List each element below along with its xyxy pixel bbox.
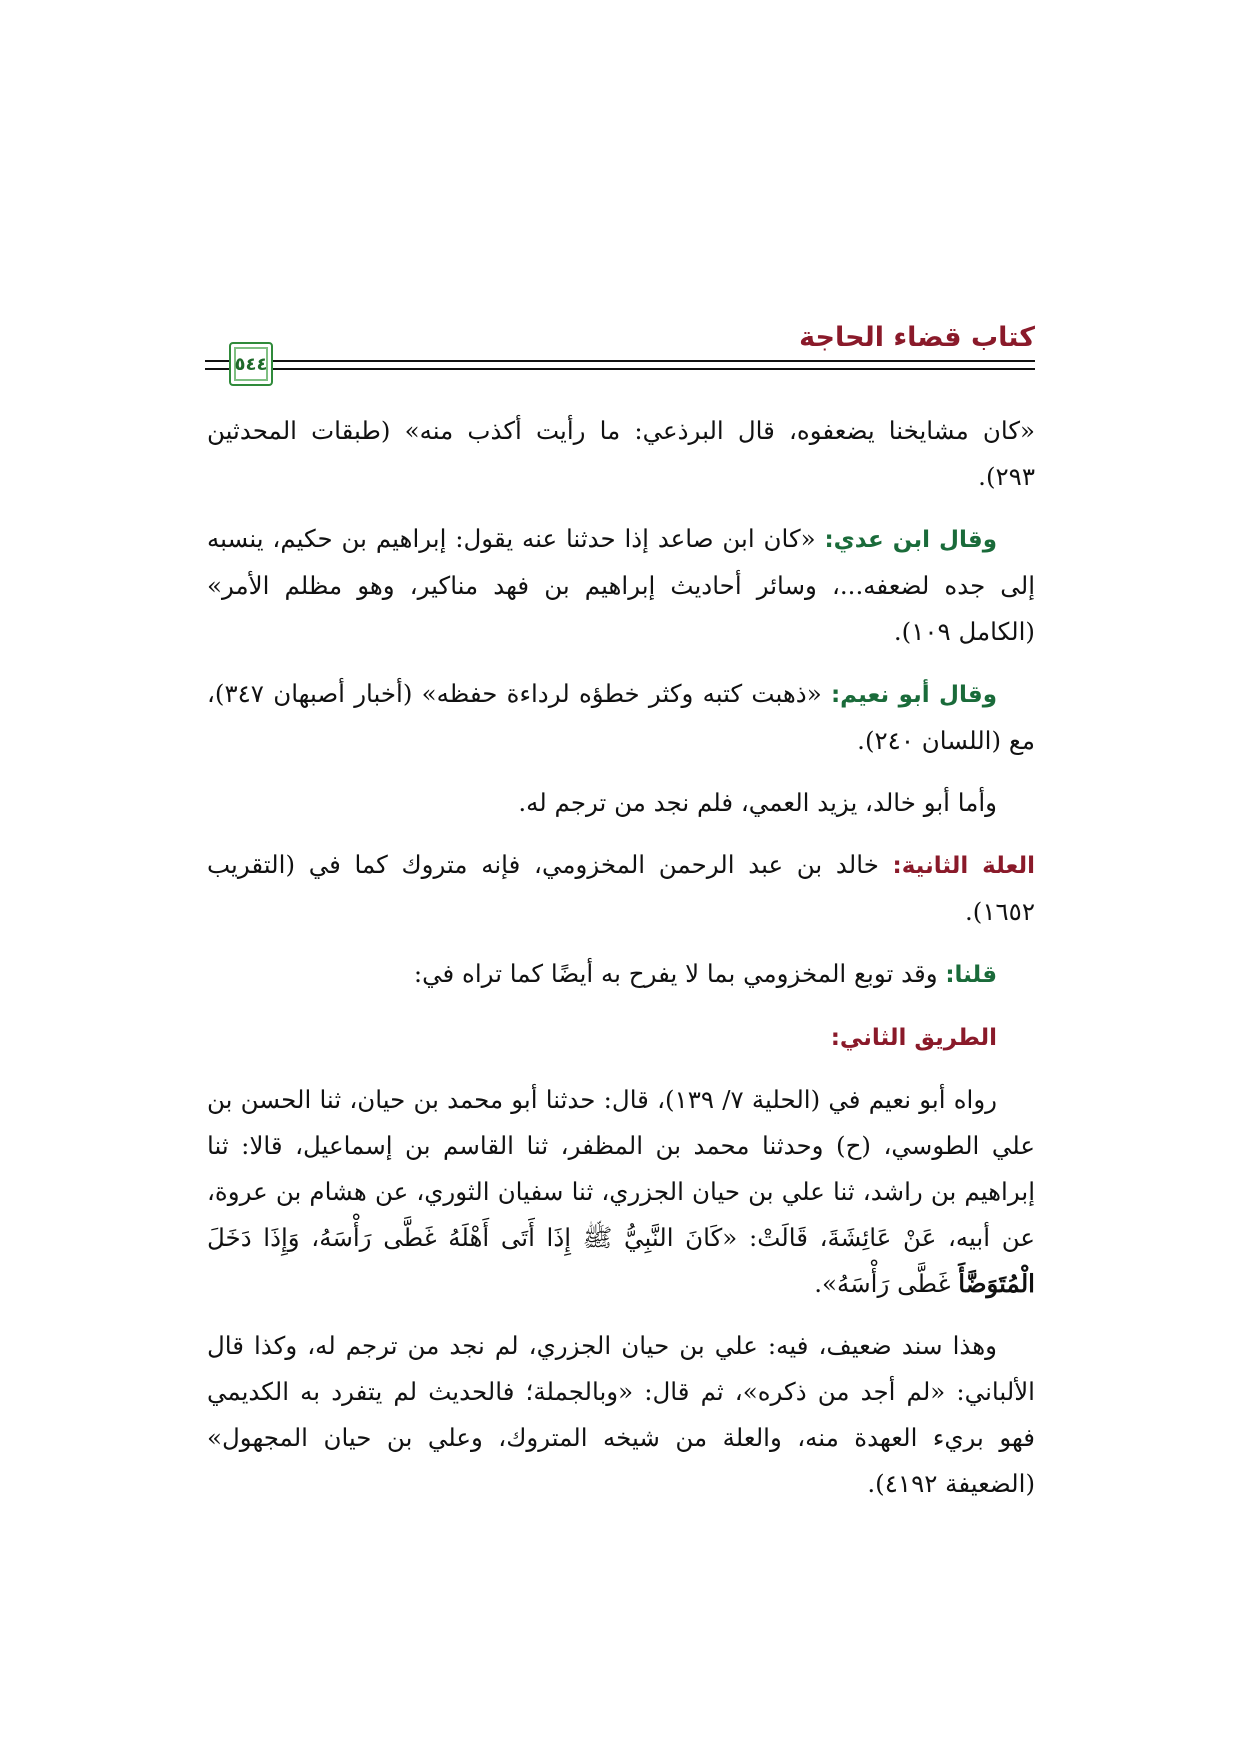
paragraph-text: «كان ابن صاعد إذا حدثنا عنه يقول: إبراهيم بن حكيم، ينسبه إلى جده لضعفه...، وسائر أحاديث إبراهيم بن فهد مناكير، وهو مظلم الأمر» (الكامل ١٠٩). <box>207 524 1035 646</box>
bold-word: الْمُتَوَضَّأَ <box>958 1269 1035 1298</box>
speaker-label-ibn-adi: وقال ابن عدي: <box>824 527 997 553</box>
paragraph-2 <box>207 516 1035 655</box>
speaker-label-abu-nuaim: وقال أبو نعيم: <box>830 682 997 708</box>
header-rule-bottom <box>269 368 1035 370</box>
paragraph-text: رواه أبو نعيم في (الحلية ٧/ ١٣٩)، قال: حدثنا أبو محمد بن حيان، ثنا الحسن بن علي الطوسي، (ح) وحدثنا محمد بن المظفر، ثنا القاسم بن إسماعيل، قالا: ثنا إبراهيم بن راشد، ثنا علي بن حيان الجزري، ثنا سفيان الثوري، عن هشام بن عروة، عن أبيه، عَنْ عَائِشَةَ، قَالَتْ: «كَانَ النَّبِيُّ ﷺ إِذَا أَتَى أَهْلَهُ غَطَّى رَأْسَهُ، وَإِذَا دَخَلَ <box>207 1085 1035 1252</box>
paragraph-4 <box>207 780 1035 826</box>
paragraph-3 <box>207 671 1035 764</box>
book-title: كتاب قضاء الحاجة <box>799 322 1035 353</box>
paragraph-7 <box>207 1077 1035 1307</box>
header-rule-left-bottom <box>205 368 229 370</box>
paragraph-text: «كان مشايخنا يضعفوه، قال البرذعي: ما رأيت أكذب منه» (طبقات المحدثين ٢٩٣). <box>207 416 1035 491</box>
paragraph-1 <box>207 408 1035 500</box>
paragraph-text: وأما أبو خالد، يزيد العمي، فلم نجد من ترجم له. <box>518 788 997 817</box>
header-rule-top <box>269 360 1035 362</box>
paragraph-text: خالد بن عبد الرحمن المخزومي، فإنه متروك كما في (التقريب ١٦٥٢). <box>207 850 1035 926</box>
paragraph-8 <box>207 1323 1035 1507</box>
page-body <box>207 408 1035 1523</box>
paragraph-text: «ذهبت كتبه وكثر خطؤه لرداءة حفظه» (أخبار أصبهان ٣٤٧)، مع (اللسان ٢٤٠). <box>207 679 1035 755</box>
we-said-label: قلنا: <box>945 962 997 988</box>
paragraph-text: وهذا سند ضعيف، فيه: علي بن حيان الجزري، لم نجد من ترجم له، وكذا قال الألباني: «لم أجد من ذكره»، ثم قال: «وبالجملة؛ فالحديث لم يتفرد به الكديمي فهو بريء العهدة منه، والعلة من شيخه المتروك، وعلي بن حيان المجهول» (الضعيفة ٤١٩٢). <box>207 1331 1035 1498</box>
paragraph-6 <box>207 951 1035 998</box>
header-rule-left-top <box>205 360 229 362</box>
page-header <box>205 312 1035 388</box>
page-number: ٥٤٤ <box>234 353 268 375</box>
paragraph-text: وقد توبع المخزومي بما لا يفرح به أيضًا كما تراه في: <box>413 959 946 988</box>
second-defect-label: العلة الثانية: <box>892 853 1035 879</box>
paragraph-5 <box>207 842 1035 935</box>
paragraph-text: غَطَّى رَأْسَهُ». <box>814 1269 959 1298</box>
page-number-frame <box>229 342 273 386</box>
second-route-heading: الطريق الثاني: <box>830 1025 997 1051</box>
section-heading <box>207 1014 1035 1061</box>
